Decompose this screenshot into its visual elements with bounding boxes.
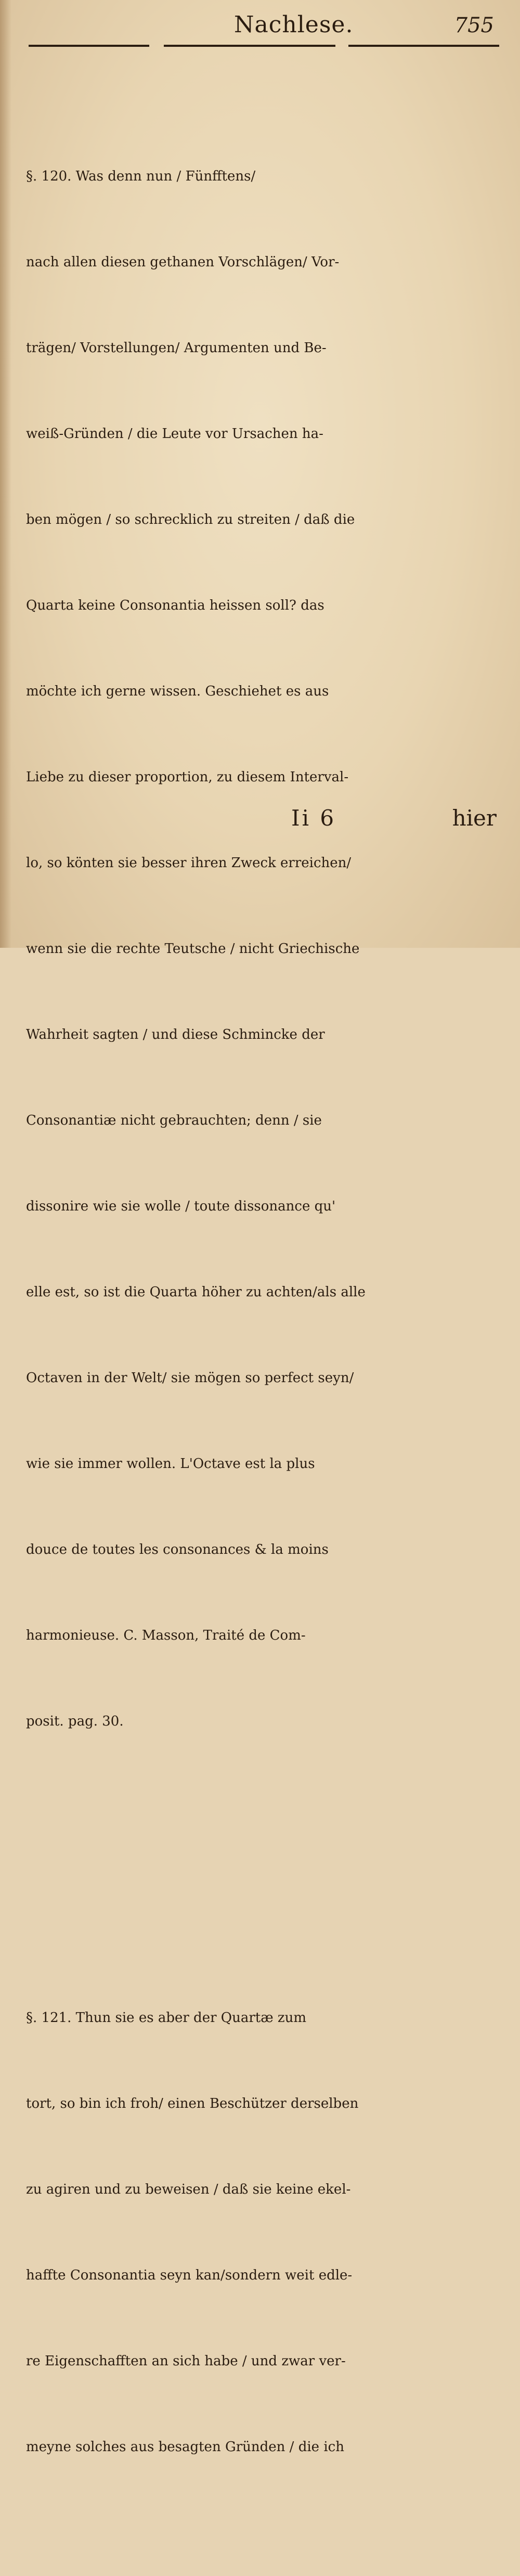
text-line: meyne solches aus besagten Gründen / die ich [26,2439,344,2455]
text-line: wenn sie die rechte Teutsche / nicht Griechische [26,941,360,957]
text-line: tort, so bin ich froh/ einen Beschützer derselben [26,2096,359,2111]
text-line: nach allen diesen gethanen Vorschlägen/ Vor- [26,254,340,270]
text-line: zu agiren und zu beweisen / daß sie keine ekel- [26,2182,351,2197]
text-line: re Eigenschafften an sich habe / und zwar ver- [26,2353,346,2369]
text-line: weiß-Gründen / die Leute vor Ursachen ha- [26,426,323,442]
header-rule-middle [164,45,335,47]
body-text [26,48,499,2576]
text-line: ben mögen / so schrecklich zu streiten / daß die [26,512,355,527]
text-line: wie sie immer wollen. L'Octave est la plus [26,1456,315,1472]
page-header [29,7,499,44]
running-title: Nachlese. [234,11,354,38]
text-line: posit. pag. 30. [26,1714,124,1729]
text-line: möchte ich gerne wissen. Geschiehet es aus [26,684,329,699]
header-rule-right [348,45,499,47]
text-line: §. 121. Thun sie es aber der Quartæ zum [26,2010,307,2026]
text-line: lo, so könten sie besser ihren Zweck erreichen/ [26,855,352,871]
paragraph-120 [26,105,499,1793]
text-line: trägen/ Vorstellungen/ Argumenten und Be- [26,340,327,356]
text-line: douce de toutes les consonances & la moins [26,1542,329,1557]
text-line: §. 120. Was denn nun / Fünfftens/ [26,169,256,184]
header-rule-left [29,45,149,47]
section-gap [26,1850,499,1889]
text-line: Liebe zu dieser proportion, zu diesem Interval- [26,769,349,785]
text-line: Octaven in der Welt/ sie mögen so perfect seyn/ [26,1370,354,1386]
catchword: hier [452,805,497,831]
text-line: Consonantiæ nicht gebrauchten; denn / sie [26,1113,322,1128]
page-number: 755 [454,14,494,37]
signature-mark: Ii 6 [291,805,336,831]
text-line: elle est, so ist die Quarta höher zu achten/als alle [26,1284,366,1300]
text-line: Wahrheit sagten / und diese Schmincke der [26,1027,325,1042]
text-line: harmonieuse. C. Masson, Traité de Com- [26,1628,306,1643]
text-line: Quarta keine Consonantia heissen soll? das [26,598,324,613]
paragraph-121 [26,1947,499,2519]
text-line: dissonire wie sie wolle / toute dissonance qu' [26,1199,336,1214]
text-line: haffte Consonantia seyn kan/sondern weit edle- [26,2268,353,2283]
